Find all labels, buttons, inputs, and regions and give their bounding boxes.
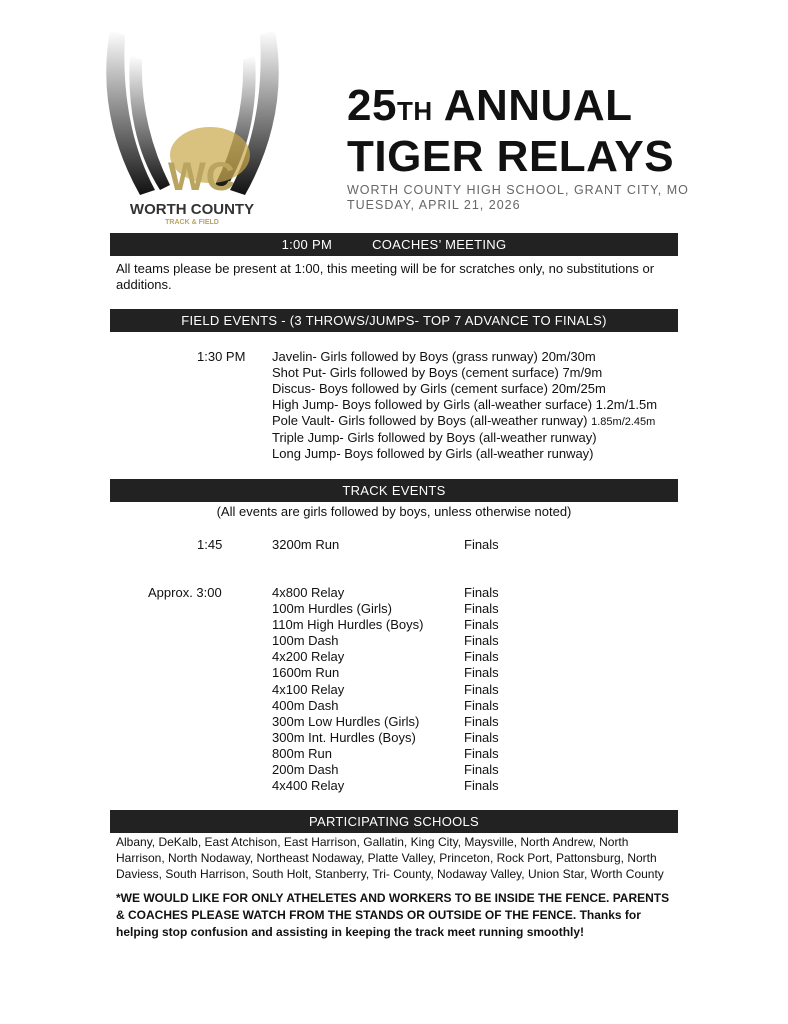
track-round: Finals <box>464 729 499 745</box>
svg-text:WORTH COUNTY: WORTH COUNTY <box>129 201 255 218</box>
svg-text:TRACK & FIELD: TRACK & FIELD <box>165 219 219 225</box>
page-title-line2: TIGER RELAYS <box>347 132 675 181</box>
field-event: Javelin- Girls followed by Boys (grass runway) 20m/30m <box>272 349 596 364</box>
field-events-bar: FIELD EVENTS - (3 THROWS/JUMPS- TOP 7 ADVANCE TO FINALS) <box>110 309 678 332</box>
track-event: 400m Dash <box>272 697 339 713</box>
field-time: 1:30 PM <box>197 349 246 364</box>
track-event-row <box>272 778 499 794</box>
coaches-meeting-bar: 1:00 PM COACHES’ MEETING <box>110 233 678 256</box>
page-title: 25TH ANNUAL <box>347 81 633 130</box>
track-event-row <box>272 665 499 681</box>
track-round: Finals <box>464 537 499 552</box>
track-event: 1600m Run <box>272 665 340 681</box>
track-events-list <box>272 585 499 794</box>
track-note: (All events are girls followed by boys, unless otherwise noted) <box>216 504 572 519</box>
track-round: Finals <box>464 649 499 665</box>
location: WORTH COUNTY HIGH SCHOOL, GRANT CITY, MO <box>347 183 689 197</box>
field-event: High Jump- Boys followed by Girls (all-weather surface) 1.2m/1.5m <box>272 397 658 412</box>
track-event-row <box>272 745 499 762</box>
track-event-row <box>272 681 499 698</box>
track-round: Finals <box>464 617 499 633</box>
worth-county-logo <box>100 25 285 225</box>
track-time: Approx. 3:00 <box>148 585 222 600</box>
track-event: 300m Int. Hurdles (Boys) <box>272 729 416 745</box>
meeting-note: All teams please be present at 1:00, this meeting will be for scratches only, no substitutions or additions. <box>116 261 655 292</box>
track-round: Finals <box>464 665 499 681</box>
track-event: 800m Run <box>272 745 332 761</box>
track-event: 300m Low Hurdles (Girls) <box>272 713 420 729</box>
track-round: Finals <box>464 762 499 778</box>
track-round: Finals <box>464 601 499 617</box>
track-event-row <box>272 585 499 601</box>
track-event-row <box>272 713 499 730</box>
track-event-row <box>272 633 499 649</box>
track-event: 4x800 Relay <box>272 585 345 600</box>
track-event-row <box>272 649 499 665</box>
track-event-row <box>272 697 499 714</box>
track-event: 200m Dash <box>272 762 339 778</box>
field-event: Long Jump- Boys followed by Girls (all-weather runway) <box>272 446 594 461</box>
schools-list: Albany, DeKalb, East Atchison, East Harrison, Gallatin, King City, Maysville, North Andrew, North Harrison, North Nodaway, Northeast Nodaway, Platte Valley, Princeton, Rock Port, Pattonsburg, North Daviess, South Harrison, South Holt, Stanberry, Tri- County, Nodaway Valley, Union Star, Worth County <box>116 835 664 881</box>
track-round: Finals <box>464 633 499 649</box>
track-event: 100m Dash <box>272 633 339 649</box>
track-event-row <box>272 617 499 633</box>
track-round: Finals <box>464 713 499 729</box>
track-event: 4x100 Relay <box>272 681 345 697</box>
field-events-list <box>272 349 657 462</box>
field-event: Triple Jump- Girls followed by Boys (all-weather runway) <box>272 430 597 445</box>
track-event-row <box>272 729 499 746</box>
track-event-row <box>272 601 499 617</box>
track-round: Finals <box>464 697 499 713</box>
track-round: Finals <box>464 585 499 600</box>
schools-bar: PARTICIPATING SCHOOLS <box>110 810 678 833</box>
field-event: Shot Put- Girls followed by Boys (cement surface) 7m/9m <box>272 365 603 380</box>
event-date: TUESDAY, APRIL 21, 2026 <box>347 198 521 212</box>
track-event: 4x400 Relay <box>272 778 345 794</box>
track-round: Finals <box>464 745 499 761</box>
track-event: 100m Hurdles (Girls) <box>272 601 392 617</box>
track-event: 4x200 Relay <box>272 649 345 665</box>
field-event: Pole Vault- Girls followed by Boys (all-weather runway) 1.85m/2.45m <box>272 413 656 428</box>
track-time: 1:45 <box>197 537 223 552</box>
svg-text:WC: WC <box>168 155 235 199</box>
track-event: 3200m Run <box>272 537 340 552</box>
track-round: Finals <box>464 681 499 697</box>
track-event-row <box>272 762 499 778</box>
fence-notice: *WE WOULD LIKE FOR ONLY ATHELETES AND WORKERS TO BE INSIDE THE FENCE. PARENTS & COACHES PLEASE WATCH FROM THE STANDS OR OUTSIDE OF THE FENCE. Thanks for helping stop confusion and assisting in keeping the track meet running smoothly! <box>116 891 670 939</box>
track-round: Finals <box>464 778 499 794</box>
track-event: 110m High Hurdles (Boys) <box>272 617 424 633</box>
field-event: Discus- Boys followed by Girls (cement surface) 20m/25m <box>272 381 606 396</box>
track-events-bar: TRACK EVENTS <box>110 479 678 502</box>
